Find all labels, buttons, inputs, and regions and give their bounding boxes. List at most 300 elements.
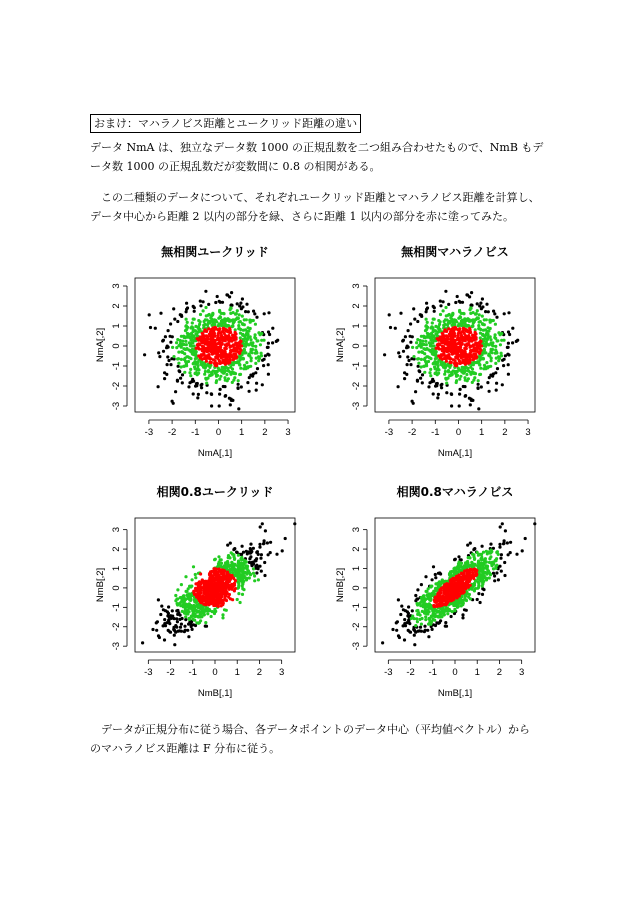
data-point-outer [218, 404, 221, 407]
data-point-outer [219, 388, 222, 391]
data-point-outer [412, 307, 415, 310]
data-point-within-1 [218, 602, 221, 605]
data-point-within-2 [188, 610, 191, 613]
data-point-within-2 [435, 333, 438, 336]
data-point-outer [187, 385, 190, 388]
data-point-outer [498, 543, 501, 546]
data-point-within-2 [458, 309, 461, 312]
data-point-outer [255, 382, 258, 385]
data-point-within-2 [430, 620, 433, 623]
data-point-within-2 [202, 613, 205, 616]
data-point-outer [275, 553, 278, 556]
data-point-outer [442, 300, 445, 303]
data-point-within-2 [429, 326, 432, 329]
data-point-outer [254, 371, 257, 374]
data-point-within-1 [453, 347, 456, 350]
data-point-outer [434, 576, 437, 579]
data-point-within-2 [415, 341, 418, 344]
data-point-within-2 [467, 370, 470, 373]
data-point-within-2 [236, 598, 239, 601]
data-point-within-2 [424, 329, 427, 332]
data-point-within-1 [453, 595, 456, 598]
data-point-within-1 [209, 597, 212, 600]
data-point-outer [159, 312, 162, 315]
data-point-within-2 [239, 557, 242, 560]
data-point-within-2 [457, 605, 460, 608]
data-point-outer [397, 385, 400, 388]
y-tick-label: 0 [351, 585, 362, 591]
data-point-within-2 [450, 570, 453, 573]
data-point-outer [416, 588, 419, 591]
data-point-within-2 [421, 340, 424, 343]
data-point-within-2 [213, 609, 216, 612]
data-point-within-2 [478, 327, 481, 330]
data-point-within-2 [180, 365, 183, 368]
y-tick-label: -1 [111, 603, 123, 612]
data-point-within-2 [442, 324, 445, 327]
data-point-outer [168, 622, 171, 625]
data-point-outer [486, 381, 489, 384]
data-point-within-2 [433, 351, 436, 354]
data-point-within-2 [479, 557, 482, 560]
data-point-within-1 [199, 601, 202, 604]
data-point-outer [515, 340, 518, 343]
data-point-within-2 [483, 364, 486, 367]
data-point-outer [478, 304, 481, 307]
data-point-within-2 [444, 370, 447, 373]
data-point-within-2 [445, 378, 448, 381]
data-point-outer [163, 618, 166, 621]
data-point-within-2 [464, 379, 467, 382]
data-point-outer [444, 621, 447, 624]
data-point-outer [195, 382, 198, 385]
data-point-outer [249, 551, 252, 554]
data-point-outer [511, 327, 514, 330]
data-point-within-1 [475, 571, 478, 574]
data-point-within-1 [234, 347, 237, 350]
data-point-within-2 [427, 623, 430, 626]
data-point-within-2 [182, 347, 185, 350]
data-point-within-2 [437, 372, 440, 375]
data-point-outer [186, 306, 189, 309]
data-point-outer [260, 553, 263, 556]
data-point-within-2 [210, 615, 213, 618]
data-point-outer [495, 389, 498, 392]
data-point-outer [173, 629, 176, 632]
data-point-within-2 [499, 333, 502, 336]
data-point-within-1 [446, 350, 449, 353]
x-tick-label: 1 [234, 667, 240, 678]
section-heading: おまけ：マハラノビス距離とユークリッド距離の違い [90, 114, 361, 133]
data-point-within-2 [496, 550, 499, 553]
data-point-within-2 [184, 575, 187, 578]
data-point-within-1 [236, 342, 239, 345]
data-point-within-1 [225, 592, 228, 595]
data-point-outer [494, 371, 497, 374]
data-point-outer [176, 320, 179, 323]
data-point-within-2 [459, 375, 462, 378]
data-point-outer [250, 374, 253, 377]
data-point-within-2 [439, 583, 442, 586]
data-point-outer [434, 573, 437, 576]
data-point-within-1 [468, 355, 471, 358]
data-point-within-1 [200, 355, 203, 358]
x-axis-label: NmA[,1] [197, 448, 233, 459]
data-point-within-2 [193, 318, 196, 321]
x-tick-label: 3 [279, 667, 285, 678]
data-point-outer [501, 383, 504, 386]
data-point-within-1 [443, 347, 446, 350]
data-point-within-2 [494, 362, 497, 365]
data-point-outer [255, 316, 258, 319]
data-point-within-2 [429, 374, 432, 377]
data-point-outer [159, 613, 162, 616]
data-point-within-2 [184, 329, 187, 332]
data-point-within-2 [206, 612, 209, 615]
data-point-within-1 [216, 328, 219, 331]
data-point-within-2 [473, 372, 476, 375]
data-point-outer [461, 616, 464, 619]
data-point-within-2 [219, 315, 222, 318]
data-point-within-1 [211, 338, 214, 341]
data-point-within-2 [236, 309, 239, 312]
y-tick-label: 1 [351, 323, 362, 329]
data-point-outer [416, 630, 419, 633]
data-point-within-2 [238, 313, 241, 316]
data-point-outer [407, 605, 410, 608]
data-point-within-2 [425, 590, 428, 593]
data-point-outer [453, 558, 456, 561]
data-point-within-1 [474, 349, 477, 352]
data-point-within-2 [455, 570, 458, 573]
data-point-within-1 [439, 601, 442, 604]
data-point-within-2 [422, 347, 425, 350]
data-point-outer [197, 393, 200, 396]
data-point-outer [433, 310, 436, 313]
data-point-within-2 [469, 312, 472, 315]
data-point-within-2 [186, 332, 189, 335]
data-point-outer [459, 388, 462, 391]
data-point-outer [176, 620, 179, 623]
data-point-within-1 [439, 336, 442, 339]
data-point-outer [498, 546, 501, 549]
data-point-outer [413, 629, 416, 632]
data-point-outer [173, 318, 176, 321]
data-point-within-1 [224, 589, 227, 592]
data-point-outer [157, 598, 160, 601]
data-point-outer [185, 302, 188, 305]
data-point-within-2 [237, 379, 240, 382]
data-point-within-2 [444, 306, 447, 309]
conclusion-line: データが正規分布に従う場合、各データポイントのデータ中心（平均値ベクトル）から [101, 723, 530, 736]
data-point-within-2 [479, 336, 482, 339]
data-point-outer [164, 335, 167, 338]
data-point-within-2 [232, 553, 235, 556]
data-point-outer [399, 312, 402, 315]
data-point-outer [178, 618, 181, 621]
data-point-outer [179, 626, 182, 629]
data-point-outer [267, 330, 270, 333]
data-point-outer [200, 384, 203, 387]
data-point-outer [193, 306, 196, 309]
data-point-within-2 [253, 574, 256, 577]
data-point-outer [242, 551, 245, 554]
data-point-outer [188, 381, 191, 384]
data-point-within-2 [422, 335, 425, 338]
data-point-within-1 [229, 359, 232, 362]
data-point-within-2 [191, 578, 194, 581]
data-point-within-1 [444, 357, 447, 360]
data-point-outer [493, 579, 496, 582]
y-axis [111, 283, 127, 410]
data-point-within-1 [440, 355, 443, 358]
data-point-within-2 [451, 313, 454, 316]
data-point-outer [472, 548, 475, 551]
data-point-outer [426, 306, 429, 309]
data-point-within-2 [476, 587, 479, 590]
data-point-within-1 [222, 572, 225, 575]
data-point-within-2 [465, 373, 468, 376]
x-tick-label: -2 [406, 667, 415, 678]
data-point-outer [435, 382, 438, 385]
data-point-within-2 [426, 594, 429, 597]
data-point-within-2 [247, 336, 250, 339]
data-point-within-2 [208, 366, 211, 369]
data-point-within-1 [199, 586, 202, 589]
data-point-within-2 [213, 612, 216, 615]
data-point-outer [420, 630, 423, 633]
data-point-within-2 [478, 321, 481, 324]
x-tick-label: 3 [525, 427, 531, 438]
data-point-outer [397, 598, 400, 601]
data-point-within-2 [213, 323, 216, 326]
y-tick-label: -3 [111, 641, 122, 651]
plot-title: 無相関ユークリッド [161, 245, 269, 259]
data-point-outer [476, 302, 479, 305]
data-point-outer [254, 565, 257, 568]
data-point-outer [391, 628, 394, 631]
data-point-outer [263, 574, 266, 577]
data-point-within-1 [205, 338, 208, 341]
data-point-within-1 [205, 334, 208, 337]
data-point-outer [407, 346, 410, 349]
data-point-within-2 [422, 600, 425, 603]
data-point-outer [184, 618, 187, 621]
x-tick-label: -2 [407, 427, 417, 438]
data-point-within-1 [464, 363, 467, 366]
data-point-outer [456, 295, 459, 298]
data-point-within-2 [238, 574, 241, 577]
data-point-outer [411, 609, 414, 612]
data-point-within-2 [453, 318, 456, 321]
data-point-within-2 [208, 313, 211, 316]
data-point-within-1 [462, 572, 465, 575]
data-point-within-1 [459, 581, 462, 584]
data-points [143, 290, 279, 411]
data-point-within-2 [196, 361, 199, 364]
intro-paragraph [90, 138, 560, 176]
data-point-within-1 [201, 578, 204, 581]
data-point-within-2 [429, 368, 432, 371]
data-point-within-2 [461, 600, 464, 603]
data-point-within-1 [445, 338, 448, 341]
data-point-within-2 [218, 309, 221, 312]
data-point-within-2 [198, 611, 201, 614]
data-point-outer [439, 304, 442, 307]
data-point-outer [176, 630, 179, 633]
data-point-within-1 [438, 604, 441, 607]
data-point-within-1 [457, 577, 460, 580]
data-point-outer [469, 403, 472, 406]
data-point-within-1 [476, 342, 479, 345]
data-point-outer [179, 313, 182, 316]
data-point-outer [263, 539, 266, 542]
data-point-outer [266, 353, 269, 356]
data-point-within-2 [172, 355, 175, 358]
data-point-within-1 [440, 341, 443, 344]
data-point-within-2 [467, 377, 470, 380]
data-point-within-2 [260, 352, 263, 355]
data-point-within-2 [425, 355, 428, 358]
data-point-within-2 [238, 321, 241, 324]
data-point-outer [172, 307, 175, 310]
data-point-within-2 [254, 362, 257, 365]
data-point-outer [192, 380, 195, 383]
data-point-within-1 [449, 597, 452, 600]
data-point-within-2 [478, 574, 481, 577]
data-point-within-2 [495, 350, 498, 353]
data-point-within-2 [242, 588, 245, 591]
data-point-within-2 [469, 564, 472, 567]
data-point-within-1 [446, 601, 449, 604]
data-point-within-2 [457, 324, 460, 327]
data-point-within-2 [204, 306, 207, 309]
data-point-within-2 [481, 585, 484, 588]
data-point-outer [495, 316, 498, 319]
data-point-within-1 [208, 347, 211, 350]
data-point-outer [148, 313, 151, 316]
data-point-within-2 [489, 365, 492, 368]
data-point-outer [503, 561, 506, 564]
data-point-within-2 [476, 580, 479, 583]
y-tick-label: 3 [111, 283, 122, 289]
x-tick-label: -1 [428, 667, 438, 678]
data-point-within-2 [254, 337, 257, 340]
data-point-within-2 [188, 371, 191, 374]
data-point-outer [226, 544, 229, 547]
data-point-within-2 [180, 583, 183, 586]
data-point-within-2 [464, 365, 467, 368]
data-point-within-2 [431, 338, 434, 341]
data-point-within-2 [179, 342, 182, 345]
data-point-outer [199, 300, 202, 303]
data-point-within-2 [415, 346, 418, 349]
data-point-within-2 [471, 368, 474, 371]
data-point-within-2 [252, 319, 255, 322]
data-point-within-2 [443, 320, 446, 323]
y-tick-label: -1 [351, 361, 362, 371]
data-point-within-2 [460, 562, 463, 565]
data-point-within-1 [208, 342, 211, 345]
data-point-within-1 [468, 571, 471, 574]
data-point-within-2 [489, 551, 492, 554]
data-point-within-1 [213, 580, 216, 583]
data-point-within-2 [455, 381, 458, 384]
data-point-outer [175, 609, 178, 612]
data-point-outer [509, 541, 512, 544]
data-point-within-2 [435, 609, 438, 612]
x-tick-label: -2 [167, 427, 177, 438]
data-point-within-2 [431, 348, 434, 351]
data-point-within-2 [421, 597, 424, 600]
data-point-within-1 [218, 597, 221, 600]
y-tick-label: 1 [111, 323, 122, 329]
y-tick-label: 2 [351, 303, 362, 309]
data-point-within-1 [457, 332, 460, 335]
data-point-within-2 [416, 620, 419, 623]
x-axis-label: NmB[,1] [437, 688, 473, 699]
data-point-within-1 [227, 584, 230, 587]
data-point-outer [413, 643, 416, 646]
data-point-outer [490, 374, 493, 377]
data-point-within-2 [420, 365, 423, 368]
data-point-outer [236, 386, 239, 389]
data-point-outer [465, 293, 468, 296]
data-point-within-1 [228, 346, 231, 349]
data-point-outer [495, 382, 498, 385]
data-point-within-1 [454, 584, 457, 587]
data-point-within-2 [191, 341, 194, 344]
data-point-outer [149, 326, 152, 329]
data-point-outer [256, 550, 259, 553]
data-point-outer [466, 544, 469, 547]
data-point-within-2 [221, 616, 224, 619]
data-point-outer [402, 350, 405, 353]
data-point-within-1 [462, 590, 465, 593]
data-point-within-1 [451, 338, 454, 341]
data-point-outer [447, 303, 450, 306]
scatter-plot-correlated-mahalanobis [325, 480, 550, 705]
data-point-within-2 [469, 306, 472, 309]
data-point-outer [155, 629, 158, 632]
data-point-outer [173, 643, 176, 646]
data-point-within-2 [437, 615, 440, 618]
data-point-within-2 [189, 326, 192, 329]
data-point-within-2 [240, 570, 243, 573]
data-point-outer [420, 583, 423, 586]
data-point-outer [418, 370, 421, 373]
data-point-outer [264, 529, 267, 532]
data-point-within-2 [438, 330, 441, 333]
data-point-within-2 [439, 313, 442, 316]
data-point-within-2 [494, 337, 497, 340]
data-point-within-2 [451, 324, 454, 327]
data-point-within-2 [203, 610, 206, 613]
data-point-within-1 [478, 352, 481, 355]
data-point-within-1 [452, 598, 455, 601]
data-point-within-2 [425, 324, 428, 327]
data-point-within-1 [468, 346, 471, 349]
data-point-within-2 [423, 612, 426, 615]
data-point-within-1 [239, 347, 242, 350]
data-point-within-2 [474, 318, 477, 321]
data-point-within-2 [204, 370, 207, 373]
data-point-within-2 [243, 576, 246, 579]
data-point-outer [266, 541, 269, 544]
data-point-within-2 [243, 364, 246, 367]
data-point-within-2 [231, 368, 234, 371]
data-point-within-2 [485, 333, 488, 336]
